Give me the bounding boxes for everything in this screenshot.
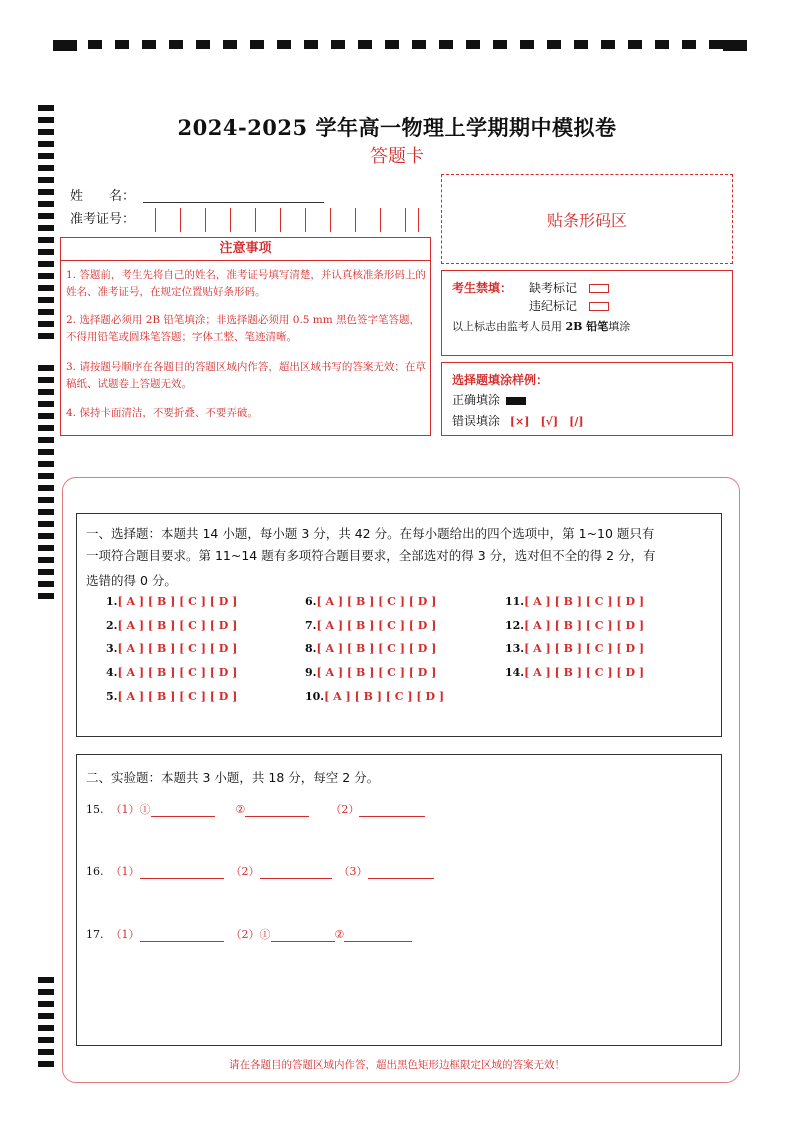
exam-forbid-title: 考生禁填： — [452, 281, 513, 295]
question-17: 17. （1） （2）① ② — [86, 926, 412, 942]
violation-label: 违纪标记 — [529, 299, 578, 313]
notice-item: 2. 选择题必须用 2B 铅笔填涂；非选择题必须用 0.5 mm 黑色签字笔答题，不得用铅笔或圆珠笔答题；字体工整、笔迹清晰。 — [66, 314, 421, 343]
correct-fill-mark — [506, 397, 526, 405]
barcode-area[interactable] — [441, 174, 733, 264]
mc-question[interactable]: 3.[ A ] [ B ] [ C ] [ D ] — [106, 642, 238, 655]
answer-blank[interactable] — [271, 929, 335, 942]
forbid-note-bold: 2B 铅笔 — [565, 320, 609, 333]
mc-question[interactable]: 13.[ A ] [ B ] [ C ] [ D ] — [505, 642, 645, 655]
mc-question[interactable]: 5.[ A ] [ B ] [ C ] [ D ] — [106, 690, 238, 703]
id-label: 准考证号： — [70, 212, 136, 227]
answer-blank[interactable] — [151, 804, 215, 817]
answer-blank[interactable] — [140, 929, 224, 942]
question-16: 16. （1） （2） （3） — [86, 863, 434, 879]
correct-fill-label: 正确填涂 — [452, 393, 501, 407]
mc-question[interactable]: 7.[ A ] [ B ] [ C ] [ D ] — [305, 619, 437, 632]
name-field[interactable] — [143, 186, 324, 203]
notice-title: 注意事项 — [219, 241, 272, 256]
mc-question[interactable]: 4.[ A ] [ B ] [ C ] [ D ] — [106, 666, 238, 679]
fill-sample-title: 选择题填涂样例： — [452, 373, 549, 387]
section1-line3: 选错的得 0 分。 — [86, 573, 177, 588]
mc-question[interactable]: 14.[ A ] [ B ] [ C ] [ D ] — [505, 666, 645, 679]
mc-question[interactable]: 2.[ A ] [ B ] [ C ] [ D ] — [106, 619, 238, 632]
notice-item: 3. 请按题号顺序在各题目的答题区域内作答，超出区域书写的答案无效；在草稿纸、试题卷上答题无效。 — [66, 361, 426, 390]
mc-question[interactable]: 1.[ A ] [ B ] [ C ] [ D ] — [106, 595, 238, 608]
absent-label: 缺考标记 — [529, 281, 578, 295]
footer-note: 请在各题目的答题区域内作答，超出黑色矩形边框限定区域的答案无效！ — [229, 1059, 565, 1071]
page-title: 2024-2025 学年高一物理上学期期中模拟卷 — [177, 115, 617, 140]
forbid-note-suffix: 填涂 — [608, 320, 631, 333]
page-subtitle: 答题卡 — [370, 146, 424, 167]
answer-blank[interactable] — [140, 866, 224, 879]
section2-title: 二、实验题：本题共 3 小题，共 18 分，每空 2 分。 — [86, 770, 380, 785]
wrong-fill-label: 错误填涂 — [452, 414, 501, 428]
exam-forbid-box — [441, 270, 733, 356]
absent-mark[interactable] — [589, 284, 609, 293]
barcode-label: 贴条形码区 — [546, 210, 627, 230]
fill-sample-box — [441, 362, 733, 436]
mc-question[interactable]: 12.[ A ] [ B ] [ C ] [ D ] — [505, 619, 645, 632]
answer-blank[interactable] — [359, 804, 425, 817]
mc-question[interactable]: 9.[ A ] [ B ] [ C ] [ D ] — [305, 666, 437, 679]
violation-mark[interactable] — [589, 302, 609, 311]
question-15: 15. （1）① ② （2） — [86, 801, 425, 817]
mc-question[interactable]: 8.[ A ] [ B ] [ C ] [ D ] — [305, 642, 437, 655]
forbid-note-prefix: 以上标志由监考人员用 — [452, 320, 566, 333]
answer-blank[interactable] — [368, 866, 434, 879]
mc-question[interactable]: 10.[ A ] [ B ] [ C ] [ D ] — [305, 690, 445, 703]
mc-question[interactable]: 6.[ A ] [ B ] [ C ] [ D ] — [305, 595, 437, 608]
section1-line2: 一项符合题目要求。第 11~14 题有多项符合题目要求，全部选对的得 3 分，选对但不全的得 2 分，有 — [86, 548, 656, 563]
answer-blank[interactable] — [344, 929, 412, 942]
name-label: 姓 名： — [70, 189, 136, 204]
wrong-fill-marks: [×] [√] [/] — [509, 415, 584, 428]
section1-line1: 一、选择题：本题共 14 小题，每小题 3 分，共 42 分。在每小题给出的四个选项中，第 1~10 题只有 — [86, 526, 655, 541]
notice-item: 1. 答题前，考生先将自己的姓名，准考证号填写清楚，并认真核准条形码上的姓名、准考证号，在规定位置贴好条形码。 — [66, 269, 426, 298]
answer-blank[interactable] — [260, 866, 332, 879]
notice-title-box — [60, 237, 431, 261]
section2-box — [76, 754, 722, 1046]
notice-item: 4. 保持卡面清洁，不要折叠、不要弄破。 — [66, 407, 258, 419]
answer-blank[interactable] — [245, 804, 309, 817]
mc-question[interactable]: 11.[ A ] [ B ] [ C ] [ D ] — [505, 595, 645, 608]
